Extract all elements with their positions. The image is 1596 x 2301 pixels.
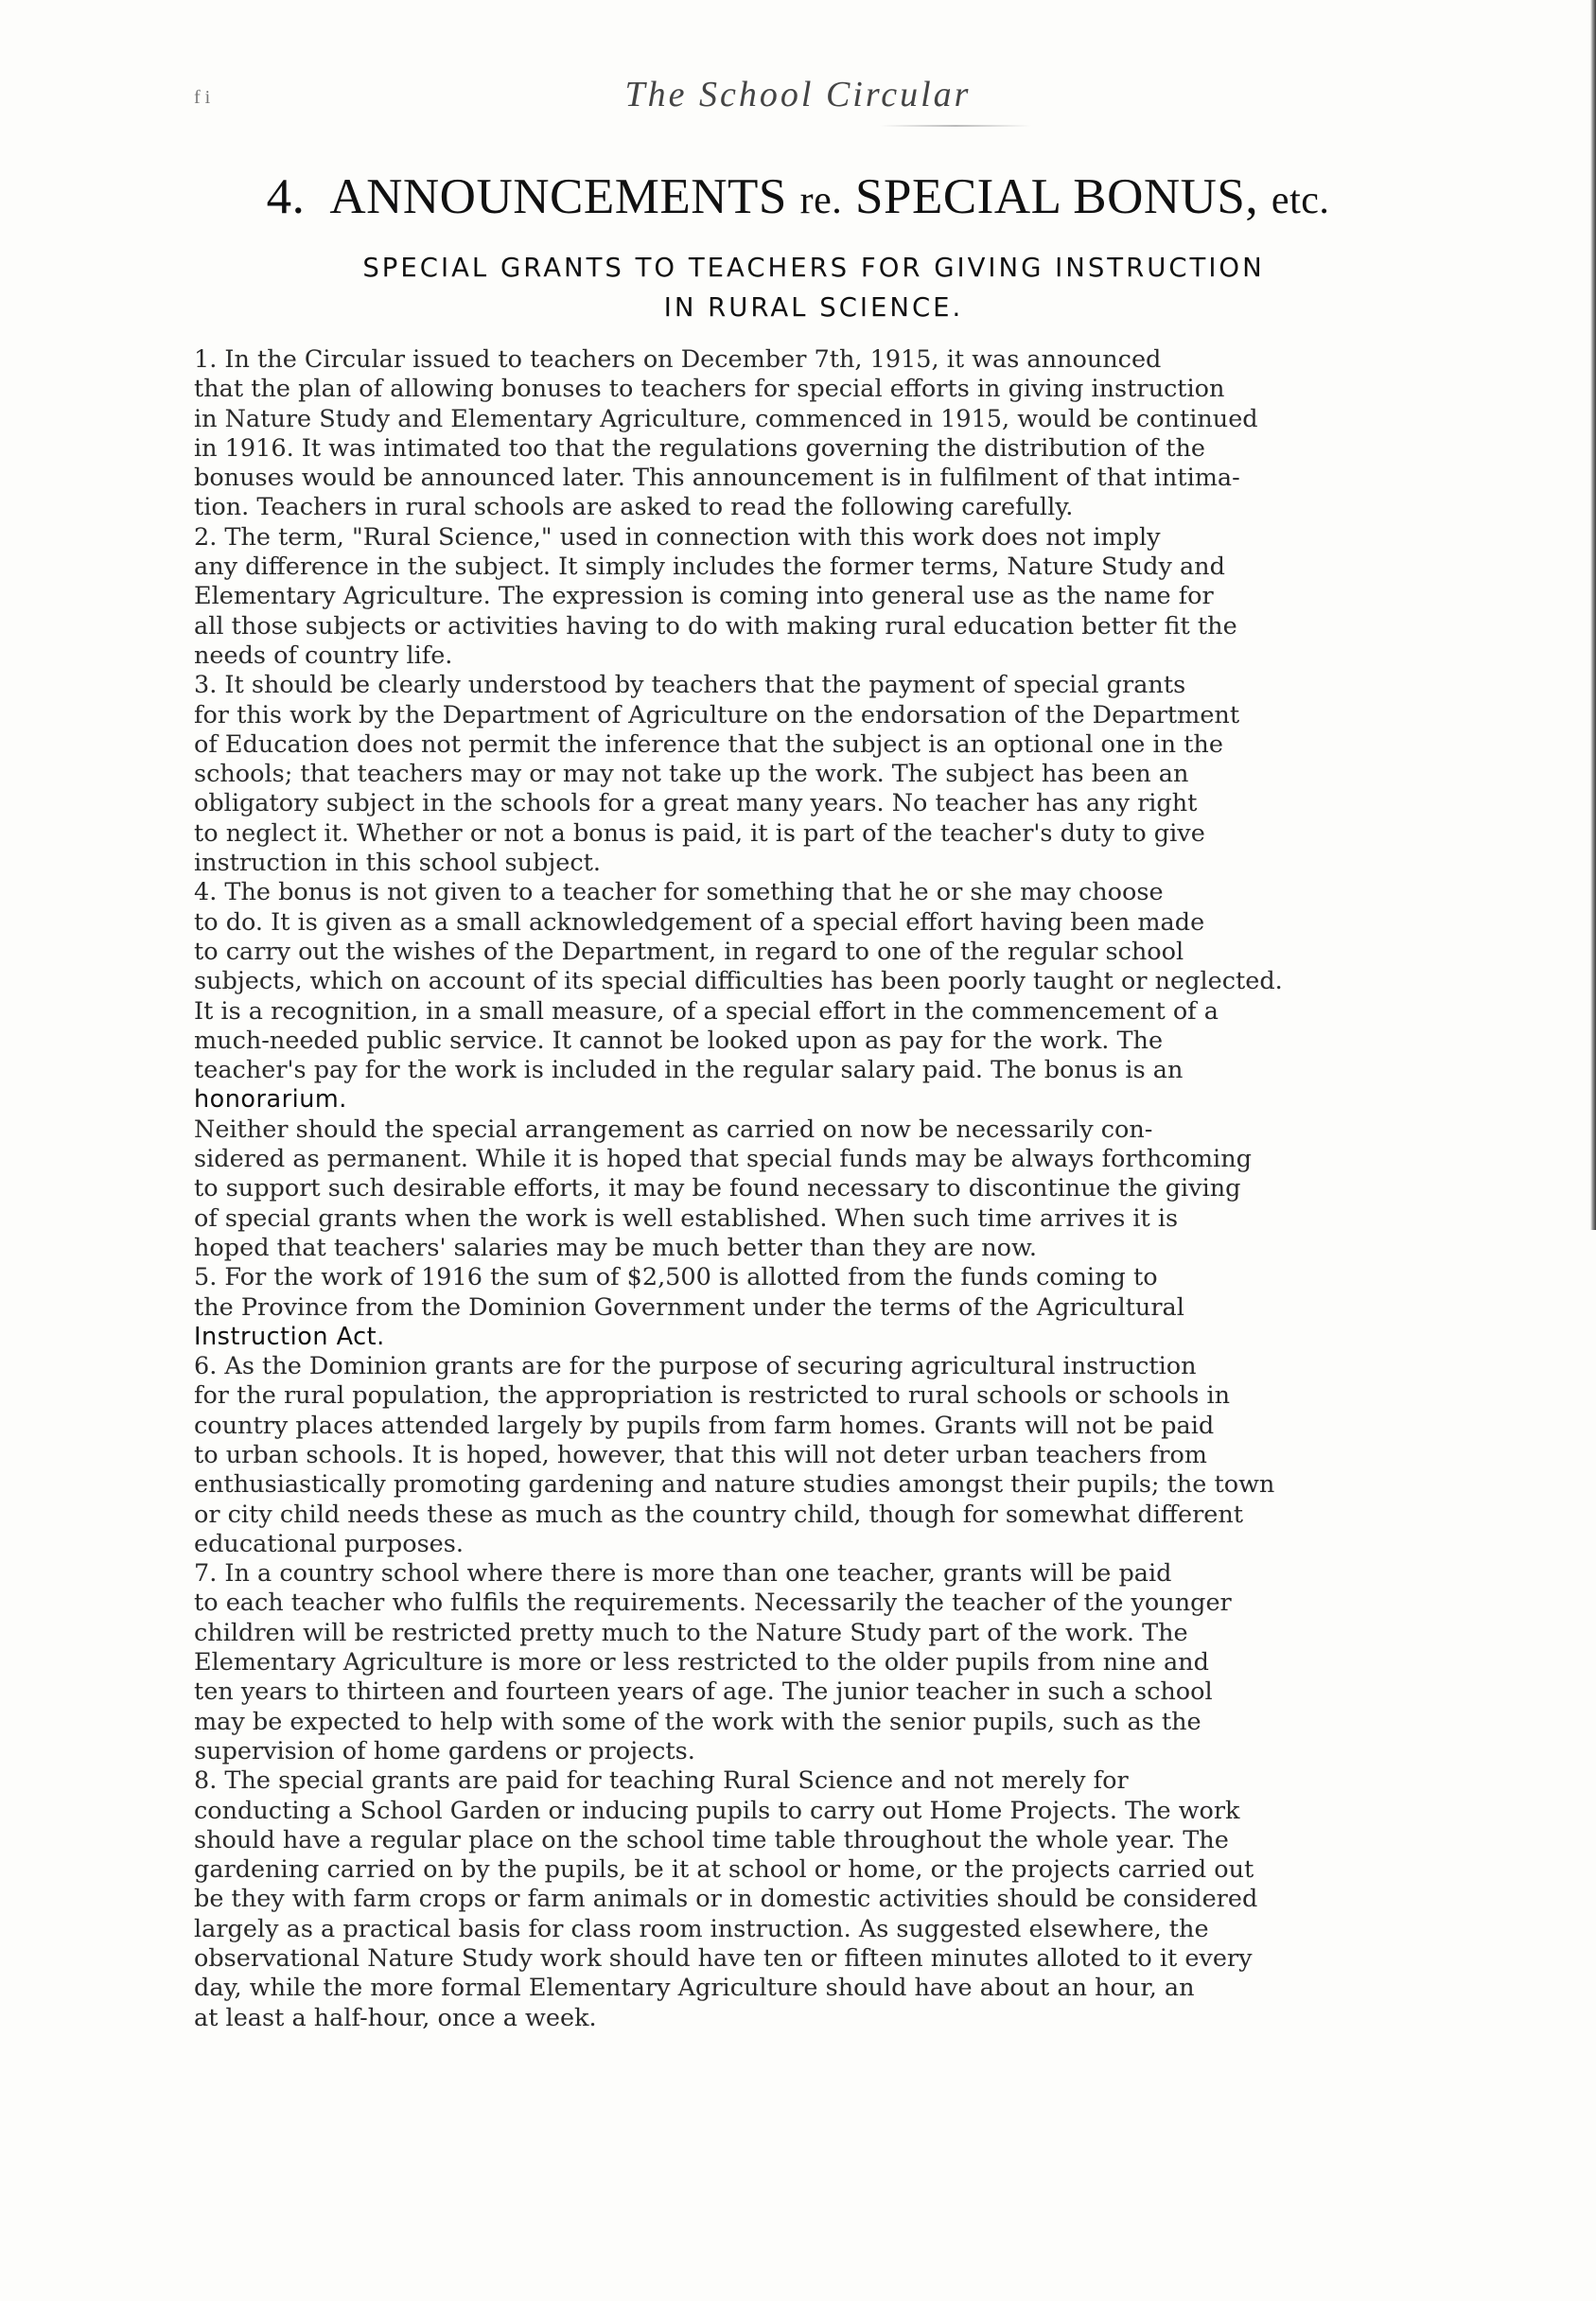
body-line: Neither should the special arrangement as carried on now be necessarily con-	[194, 1115, 1153, 1144]
body-line: needs of country life.	[194, 641, 453, 670]
body-line: to carry out the wishes of the Department, in regard to one of the regular school	[194, 937, 1184, 966]
body-line: may be expected to help with some of the work with the senior pupils, such as the	[194, 1707, 1201, 1736]
body-line: country places attended largely by pupils from farm homes. Grants will not be paid	[194, 1411, 1215, 1440]
running-head	[0, 74, 1596, 121]
body-line: 1. In the Circular issued to teachers on December 7th, 1915, it was announced	[194, 345, 1162, 374]
body-line: Instruction Act.	[194, 1322, 385, 1351]
body-line: to neglect it. Whether or not a bonus is paid, it is part of the teacher's duty to give	[194, 818, 1205, 848]
body-line: 6. As the Dominion grants are for the purpose of securing agricultural instruction	[194, 1352, 1197, 1381]
body-line: subjects, which on account of its special difficulties has been poorly taught or neglected.	[194, 967, 1283, 996]
body-line: in 1916. It was intimated too that the regulations governing the distribution of the	[194, 433, 1205, 463]
body-line: 7. In a country school where there is more than one teacher, grants will be paid	[194, 1559, 1172, 1589]
section-title-re: re.	[799, 179, 843, 222]
body-line: for this work by the Department of Agriculture on the endorsation of the Department	[194, 700, 1240, 729]
body-line: or city child needs these as much as the country child, though for somewhat different	[194, 1500, 1244, 1529]
body-line: observational Nature Study work should have ten or fifteen minutes alloted to it every	[194, 1944, 1253, 1974]
section-number: 4.	[266, 169, 306, 224]
section-subheading	[274, 248, 1353, 327]
body-line: honorarium.	[194, 1085, 347, 1115]
body-line: to each teacher who fulfils the requirements. Necessarily the teacher of the younger	[194, 1589, 1232, 1618]
subheading-line-2: IN RURAL SCIENCE.	[663, 292, 964, 323]
body-line: at least a half-hour, once a week.	[194, 2003, 597, 2032]
body-line: Elementary Agriculture is more or less restricted to the older pupils from nine and	[194, 1648, 1209, 1677]
article-body	[194, 345, 1594, 2033]
page-number: f i	[194, 87, 211, 108]
body-line: 5. For the work of 1916 the sum of $2,500 is allotted from the funds coming to	[194, 1263, 1158, 1292]
body-line: hoped that teachers' salaries may be much better than they are now.	[194, 1233, 1037, 1262]
body-line: supervision of home gardens or projects.	[194, 1736, 695, 1765]
body-line: instruction in this school subject.	[194, 849, 602, 878]
body-line: teacher's pay for the work is included in the regular salary paid. The bonus is an	[194, 1056, 1184, 1085]
body-line: day, while the more formal Elementary Agriculture should have about an hour, an	[194, 1974, 1195, 2003]
journal-title: The School Circular	[624, 75, 972, 114]
body-line: should have a regular place on the school time table throughout the whole year. The	[194, 1825, 1229, 1854]
body-line: be they with farm crops or farm animals or in domestic activities should be considered	[194, 1885, 1258, 1914]
body-line: the Province from the Dominion Government under the terms of the Agricultural	[194, 1292, 1184, 1322]
body-line: Elementary Agriculture. The expression is coming into general use as the name for	[194, 582, 1214, 611]
body-line: for the rural population, the appropriation is restricted to rural schools or schools in	[194, 1381, 1231, 1411]
body-line: any difference in the subject. It simply includes the former terms, Nature Study and	[194, 553, 1225, 582]
body-line: much-needed public service. It cannot be looked upon as pay for the work. The	[194, 1026, 1164, 1055]
body-line: 4. The bonus is not given to a teacher for something that he or she may choose	[194, 878, 1164, 907]
body-line: children will be restricted pretty much to the Nature Study part of the work. The	[194, 1618, 1188, 1647]
body-line: to do. It is given as a small acknowledgement of a special effort having been made	[194, 907, 1205, 937]
body-line: educational purposes.	[194, 1529, 464, 1558]
body-line: sidered as permanent. While it is hoped that special funds may be always forthcoming	[194, 1145, 1252, 1174]
body-line: that the plan of allowing bonuses to teachers for special efforts in giving instruction	[194, 375, 1225, 404]
body-line: to urban schools. It is hoped, however, that this will not deter urban teachers from	[194, 1440, 1207, 1469]
section-title-etc: etc.	[1271, 179, 1330, 222]
body-line: schools; that teachers may or may not take up the work. The subject has been an	[194, 760, 1189, 789]
body-line: to support such desirable efforts, it may be found necessary to discontinue the giving	[194, 1174, 1241, 1203]
body-line: in Nature Study and Elementary Agriculture, commenced in 1915, would be continued	[194, 404, 1258, 433]
body-line: 2. The term, "Rural Science," used in connection with this work does not imply	[194, 522, 1161, 552]
body-line: of special grants when the work is well established. When such time arrives it is	[194, 1203, 1179, 1233]
body-line: all those subjects or activities having to do with making rural education better fit the	[194, 611, 1237, 641]
body-line: gardening carried on by the pupils, be it at school or home, or the projects carried out	[194, 1855, 1254, 1885]
body-line: bonuses would be announced later. This announcement is in fulfilment of that intima-	[194, 464, 1240, 493]
body-line: 8. The special grants are paid for teaching Rural Science and not merely for	[194, 1766, 1129, 1796]
body-line: 3. It should be clearly understood by teachers that the payment of special grants	[194, 671, 1186, 700]
section-heading	[0, 168, 1596, 225]
body-line: ten years to thirteen and fourteen years of age. The junior teacher in such a school	[194, 1677, 1213, 1707]
header-rule	[880, 125, 1031, 127]
subheading-line-1: SPECIAL GRANTS TO TEACHERS FOR GIVING INSTRUCTION	[362, 253, 1265, 283]
body-line: largely as a practical basis for class room instruction. As suggested elsewhere, the	[194, 1914, 1209, 1943]
body-line: enthusiastically promoting gardening and nature studies amongst their pupils; the town	[194, 1470, 1275, 1500]
section-title-main: ANNOUNCEMENTS	[329, 169, 787, 224]
body-line: tion. Teachers in rural schools are asked to read the following carefully.	[194, 493, 1074, 522]
body-line: of Education does not permit the inference that the subject is an optional one in the	[194, 729, 1223, 759]
section-title-rest: SPECIAL BONUS,	[855, 169, 1259, 224]
body-line: It is a recognition, in a small measure, of a special effort in the commencement of a	[194, 996, 1219, 1026]
body-line: conducting a School Garden or inducing pupils to carry out Home Projects. The work	[194, 1796, 1240, 1825]
body-line: obligatory subject in the schools for a great many years. No teacher has any right	[194, 789, 1198, 818]
